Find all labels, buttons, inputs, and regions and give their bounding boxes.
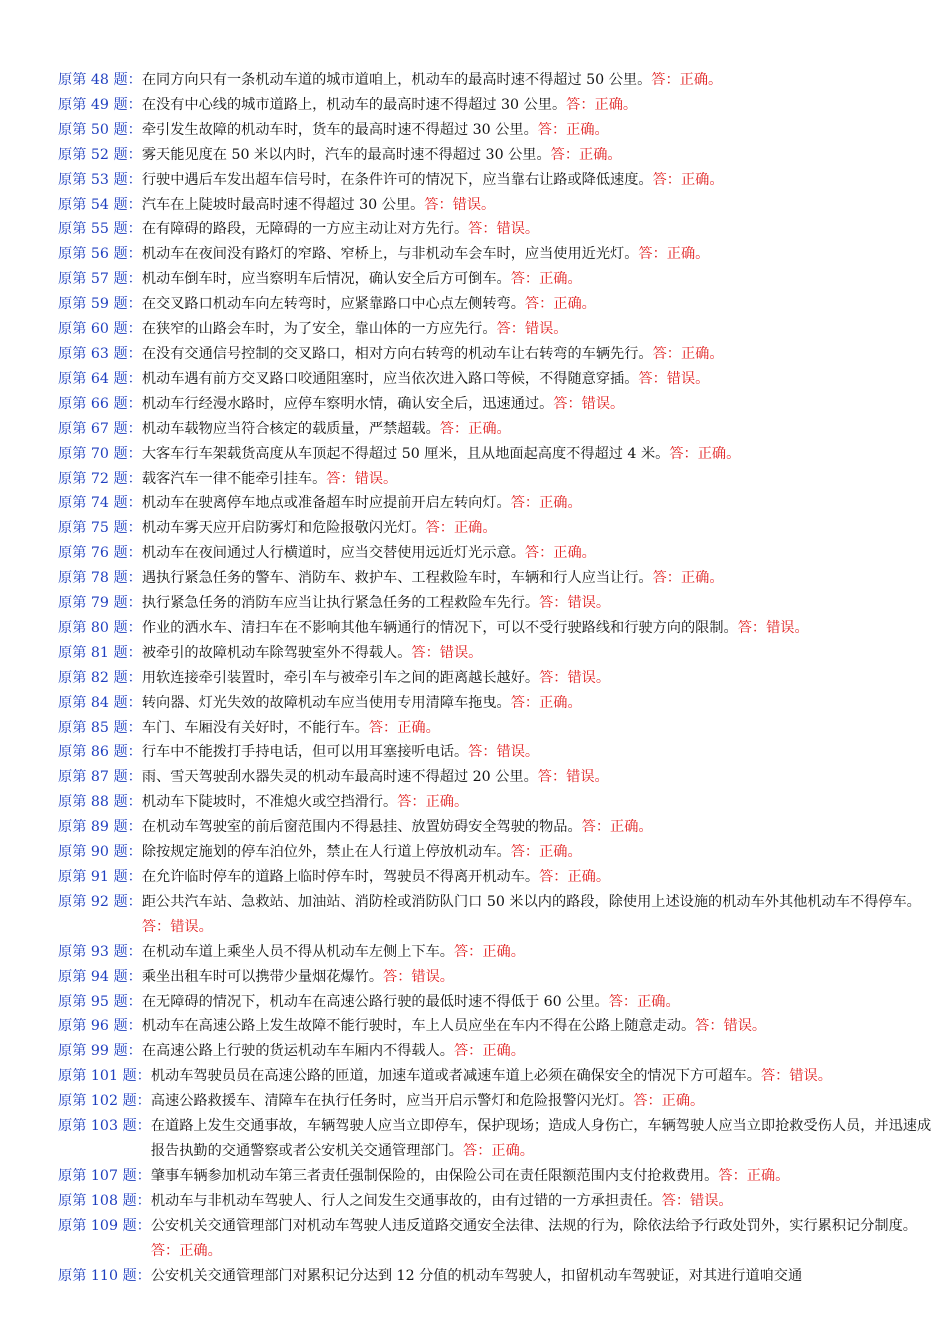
question-text: 肇事车辆参加机动车第三者责任强制保险的，由保险公司在责任限额范围内支付抢救费用。 (150, 1167, 719, 1184)
question-text: 在有障碍的路段，无障碍的一方应主动让对方先行。 (141, 221, 469, 238)
question-text-block (142, 765, 934, 790)
question-answer: 答：正确。 (425, 520, 497, 537)
question-text-block (142, 392, 934, 417)
question-answer: 答：正确。 (652, 345, 724, 362)
question-text: 大客车行车架载货高度从车顶起不得超过 50 厘米，且从地面起高度不得超过 4 米。 (141, 445, 670, 462)
question-answer: 答：正确。 (581, 819, 653, 836)
question-text-block (142, 168, 934, 193)
question-number: 原第 78 题： (58, 570, 142, 587)
question-answer: 答：正确。 (150, 1242, 222, 1259)
question-text: 机动车遇有前方交叉路口咬通阻塞时，应当依次进入路口等候，不得随意穿插。 (141, 370, 639, 387)
question-text-block (142, 591, 934, 616)
question-answer: 答：错误。 (424, 196, 496, 213)
question-number: 原第 107 题： (58, 1167, 151, 1184)
question-number: 原第 96 题： (58, 1018, 142, 1035)
question-text: 雨、雪天驾驶刮水器失灵的机动车最高时速不得超过 20 公里。 (141, 769, 538, 786)
question-number: 原第 57 题： (58, 271, 142, 288)
question-item (58, 616, 934, 641)
question-text-block (142, 890, 934, 940)
question-item (58, 442, 934, 467)
question-number: 原第 48 题： (58, 72, 142, 88)
question-number: 原第 91 题： (58, 869, 142, 885)
question-number: 原第 102 题： (58, 1093, 151, 1110)
question-number: 原第 70 题： (58, 445, 142, 462)
question-text-block (151, 1114, 934, 1164)
question-item (58, 1014, 934, 1039)
question-text-block (142, 940, 934, 965)
question-answer: 答：正确。 (510, 271, 582, 288)
question-text: 牵引发生故障的机动车时，货车的最高时速不得超过 30 公里。 (141, 121, 538, 138)
question-text-block (142, 990, 934, 1015)
question-answer: 答：正确。 (638, 246, 710, 263)
question-text: 机动车雾天应开启防雾灯和危险报敬闪光灯。 (141, 520, 426, 537)
question-text: 机动车驾驶员员在高速公路的匝道，加速车道或者减速车道上必须在确保安全的情况下方可超车。 (150, 1068, 761, 1085)
question-item (58, 467, 934, 492)
question-answer: 答：正确。 (537, 121, 609, 138)
question-number: 原第 72 题： (58, 470, 142, 487)
question-answer: 答：正确。 (524, 296, 596, 313)
question-answer: 答：正确。 (368, 719, 440, 736)
question-answer: 答：错误。 (496, 321, 568, 338)
question-number: 原第 103 题： (58, 1118, 151, 1135)
question-item (58, 68, 934, 93)
question-text: 汽车在上陡坡时最高时速不得超过 30 公里。 (141, 196, 425, 213)
question-text: 在狭窄的山路会车时，为了安全，靠山体的一方应先行。 (141, 321, 497, 338)
question-text: 机动车下陡坡时，不准熄火或空挡滑行。 (141, 794, 398, 811)
question-answer: 答：错误。 (760, 1068, 832, 1085)
question-text-block (142, 68, 934, 93)
question-answer: 答：错误。 (383, 968, 454, 985)
question-item (58, 118, 934, 143)
question-text-block (151, 1264, 934, 1289)
question-number: 原第 54 题： (58, 196, 142, 213)
question-item (58, 1064, 934, 1089)
question-item (58, 1039, 934, 1064)
question-text-block (142, 242, 934, 267)
question-answer: 答：正确。 (453, 943, 525, 960)
question-item (58, 491, 934, 516)
question-text-block (142, 467, 934, 492)
question-item (58, 267, 934, 292)
question-text: 用软连接牵引装置时，牵引车与被牵引车之间的距离越长越好。 (141, 669, 540, 686)
question-text-block (142, 691, 934, 716)
question-text: 在高速公路上行驶的货运机动车车厢内不得载人。 (141, 1043, 454, 1060)
question-item (58, 1164, 934, 1189)
question-number: 原第 87 题： (58, 769, 142, 786)
question-item (58, 641, 934, 666)
question-text: 机动车与非机动车驾驶人、行人之间发生交通事故的，由有过错的一方承担责任。 (150, 1192, 662, 1209)
question-item (58, 740, 934, 765)
question-number: 原第 108 题： (58, 1192, 151, 1209)
question-number: 原第 50 题： (58, 121, 142, 138)
question-text-block (142, 417, 934, 442)
question-answer: 答：正确。 (453, 1043, 525, 1060)
question-answer: 答：正确。 (510, 844, 582, 861)
question-number: 原第 66 题： (58, 395, 142, 412)
question-text: 在道路上发生交通事故，车辆驾驶人应当立即停车，保护现场；造成人身伤亡，车辆驾驶人应当立即抢救受伤人员，并迅速成报告执勤的交通警察或者公安机关交通管理部门。 (150, 1118, 932, 1159)
question-number: 原第 85 题： (58, 719, 142, 736)
question-text-block (142, 317, 934, 342)
question-item (58, 1214, 934, 1264)
question-text: 在允许临时停车的道路上临时停车时，驾驶员不得离开机动车。 (141, 869, 540, 885)
question-answer: 答：正确。 (439, 420, 511, 437)
question-text: 距公共汽车站、急救站、加油站、消防栓或消防队门口 50 米以内的路段，除使用上述设施的机动车外其他机动车不得停车。 (141, 893, 921, 910)
question-item (58, 990, 934, 1015)
question-answer: 答：错误。 (553, 395, 625, 412)
question-text-block (151, 1064, 934, 1089)
question-number: 原第 92 题： (58, 893, 142, 910)
question-number: 原第 74 题： (58, 495, 142, 512)
question-text-block (142, 267, 934, 292)
question-text: 机动车在夜间通过人行横道时，应当交替使用远近灯光示意。 (141, 545, 525, 562)
question-text: 高速公路救援车、清障车在执行任务时，应当开启示警灯和危险报警闪光灯。 (150, 1093, 634, 1110)
question-item (58, 367, 934, 392)
question-answer: 答：错误。 (638, 370, 710, 387)
question-answer: 答：错误。 (737, 619, 809, 636)
question-text-block (151, 1214, 934, 1264)
question-answer: 答：错误。 (411, 644, 483, 661)
question-text: 作业的洒水车、清扫车在不影响其他车辆通行的情况下，可以不受行驶路线和行驶方向的限制。 (141, 619, 738, 636)
question-text: 机动车在驶离停车地点或准备超车时应提前开启左转向灯。 (141, 495, 511, 512)
question-item (58, 1264, 934, 1289)
question-item (58, 143, 934, 168)
question-item (58, 217, 934, 242)
question-answer: 答：错误。 (326, 470, 398, 487)
question-text-block (142, 292, 934, 317)
question-text-block (142, 865, 934, 890)
question-number: 原第 67 题： (58, 420, 142, 437)
question-number: 原第 79 题： (58, 595, 142, 612)
question-number: 原第 81 题： (58, 644, 142, 661)
question-item (58, 591, 934, 616)
question-text-block (142, 217, 934, 242)
question-number: 原第 76 题： (58, 545, 142, 562)
question-text-block (142, 666, 934, 691)
question-answer: 答：正确。 (669, 445, 741, 462)
question-number: 原第 80 题： (58, 619, 142, 636)
question-item (58, 865, 934, 890)
question-text-block (142, 193, 934, 218)
question-answer: 答：错误。 (141, 918, 213, 935)
question-number: 原第 60 题： (58, 321, 142, 338)
question-item (58, 840, 934, 865)
question-text-block (142, 367, 934, 392)
question-item (58, 242, 934, 267)
question-text-block (151, 1089, 934, 1114)
question-text: 在没有交通信号控制的交叉路口，相对方向右转弯的机动车让右转弯的车辆先行。 (141, 345, 653, 362)
question-number: 原第 59 题： (58, 296, 142, 313)
question-item (58, 392, 934, 417)
question-text: 雾天能见度在 50 米以内时，汽车的最高时速不得超过 30 公里。 (141, 146, 551, 163)
question-answer: 答：正确。 (652, 570, 724, 587)
question-number: 原第 53 题： (58, 171, 142, 188)
question-text: 在机动车道上乘坐人员不得从机动车左侧上下车。 (141, 943, 454, 960)
question-text: 车门、车厢没有关好时，不能行车。 (141, 719, 369, 736)
question-item (58, 516, 934, 541)
question-text: 公安机关交通管理部门对机动车驾驶人违反道路交通安全法律、法规的行为，除依法给予行政处罚外，实行累积记分制度。 (150, 1217, 917, 1234)
question-text: 行车中不能拨打手持电话，但可以用耳塞接听电话。 (141, 744, 469, 761)
question-answer: 答：正确。 (566, 96, 638, 113)
question-item (58, 815, 934, 840)
question-text: 机动车在高速公路上发生故障不能行驶时，车上人员应坐在车内不得在公路上随意走动。 (141, 1018, 696, 1035)
question-text-block (142, 815, 934, 840)
question-item (58, 193, 934, 218)
question-number: 原第 89 题： (58, 819, 142, 836)
question-number: 原第 52 题： (58, 146, 142, 163)
question-text: 载客汽车一律不能牵引挂车。 (141, 470, 327, 487)
question-item (58, 765, 934, 790)
question-answer: 答：错误。 (537, 769, 609, 786)
question-answer: 答：正确。 (510, 495, 582, 512)
question-number: 原第 94 题： (58, 968, 142, 985)
question-text: 公安机关交通管理部门对累积记分达到 12 分值的机动车驾驶人，扣留机动车驾驶证，对其进行道咱交通 (150, 1267, 803, 1284)
question-text-block (142, 516, 934, 541)
question-text: 乘坐出租车时可以携带少量烟花爆竹。 (141, 968, 384, 985)
question-number: 原第 56 题： (58, 246, 142, 263)
question-item (58, 342, 934, 367)
question-text-block (142, 566, 934, 591)
question-list (58, 68, 934, 1288)
question-answer: 答：正确。 (651, 72, 723, 88)
question-item (58, 965, 934, 990)
question-number: 原第 86 题： (58, 744, 142, 761)
question-text: 转向器、灯光失效的故障机动车应当使用专用清障车拖曳。 (141, 694, 511, 711)
question-text-block (142, 1039, 934, 1064)
question-item (58, 168, 934, 193)
question-item (58, 691, 934, 716)
question-answer: 答：正确。 (463, 1142, 534, 1159)
question-number: 原第 75 题： (58, 520, 142, 537)
question-text-block (142, 641, 934, 666)
question-answer: 答：正确。 (550, 146, 622, 163)
question-answer: 答：正确。 (652, 171, 724, 188)
question-number: 原第 55 题： (58, 221, 142, 238)
question-answer: 答：错误。 (695, 1018, 767, 1035)
question-number: 原第 64 题： (58, 370, 142, 387)
question-text-block (142, 1014, 934, 1039)
question-text-block (142, 790, 934, 815)
question-text: 在交叉路口机动车向左转弯时，应紧靠路口中心点左侧转弯。 (141, 296, 525, 313)
question-number: 原第 109 题： (58, 1217, 151, 1234)
question-text-block (142, 716, 934, 741)
question-answer: 答：正确。 (633, 1093, 705, 1110)
question-number: 原第 63 题： (58, 345, 142, 362)
question-text-block (142, 840, 934, 865)
question-text: 除按规定施划的停车泊位外，禁止在人行道上停放机动车。 (141, 844, 511, 861)
question-text-block (142, 93, 934, 118)
question-number: 原第 90 题： (58, 844, 142, 861)
question-text: 执行紧急任务的消防车应当让执行紧急任务的工程救险车先行。 (141, 595, 540, 612)
question-text-block (142, 616, 934, 641)
question-number: 原第 95 题： (58, 993, 142, 1010)
question-text: 机动车倒车时，应当察明车后情况，确认安全后方可倒车。 (141, 271, 511, 288)
question-text: 机动车载物应当符合核定的载质量，严禁超载。 (141, 420, 440, 437)
question-text: 被牵引的故障机动车除驾驶室外不得载人。 (141, 644, 412, 661)
question-text: 在无障碍的情况下，机动车在高速公路行驶的最低时速不得低于 60 公里。 (141, 993, 609, 1010)
question-number: 原第 93 题： (58, 943, 142, 960)
question-answer: 答：错误。 (468, 744, 540, 761)
question-number: 原第 84 题： (58, 694, 142, 711)
question-item (58, 317, 934, 342)
question-item (58, 93, 934, 118)
question-answer: 答：正确。 (608, 993, 680, 1010)
question-text: 机动车行经漫水路时，应停车察明水情，确认安全后，迅速通过。 (141, 395, 554, 412)
question-number: 原第 110 题： (58, 1267, 151, 1284)
question-item (58, 790, 934, 815)
question-number: 原第 88 题： (58, 794, 142, 811)
question-text: 在机动车驾驶室的前后窗范围内不得悬挂、放置妨碍安全驾驶的物品。 (141, 819, 582, 836)
question-item (58, 541, 934, 566)
question-text-block (142, 342, 934, 367)
question-answer: 答：错误。 (468, 221, 540, 238)
question-answer: 答：错误。 (539, 669, 611, 686)
question-text: 机动车在夜间没有路灯的窄路、窄桥上，与非机动车会车时，应当使用近光灯。 (141, 246, 639, 263)
question-text-block (151, 1164, 934, 1189)
question-answer: 答：正确。 (510, 694, 582, 711)
question-answer: 答：错误。 (661, 1192, 733, 1209)
question-answer: 答：错误。 (539, 595, 611, 612)
question-answer: 答：正确。 (524, 545, 596, 562)
question-text-block (142, 541, 934, 566)
question-text-block (142, 442, 934, 467)
question-item (58, 940, 934, 965)
question-text-block (142, 965, 934, 990)
question-text-block (142, 740, 934, 765)
question-number: 原第 101 题： (58, 1068, 151, 1085)
question-item (58, 292, 934, 317)
question-item (58, 566, 934, 591)
question-text: 在同方向只有一条机动车道的城市道咱上，机动车的最高时速不得超过 50 公里。 (141, 72, 652, 88)
question-item (58, 716, 934, 741)
question-item (58, 666, 934, 691)
question-number: 原第 49 题： (58, 96, 142, 113)
question-number: 原第 99 题： (58, 1043, 142, 1060)
question-answer: 答：正确。 (397, 794, 469, 811)
question-item (58, 1089, 934, 1114)
question-text-block (142, 118, 934, 143)
question-text: 行驶中遇后车发出超车信号时，在条件许可的情况下，应当靠右让路或降低速度。 (141, 171, 653, 188)
question-number: 原第 82 题： (58, 669, 142, 686)
question-item (58, 1114, 934, 1164)
question-text-block (151, 1189, 934, 1214)
question-item (58, 1189, 934, 1214)
question-answer: 答：正确。 (539, 869, 611, 885)
question-item (58, 890, 934, 940)
question-answer: 答：正确。 (718, 1167, 790, 1184)
question-item (58, 417, 934, 442)
question-text: 遇执行紧急任务的警车、消防车、救护车、工程救险车时，车辆和行人应当让行。 (141, 570, 653, 587)
question-text-block (142, 491, 934, 516)
question-text: 在没有中心线的城市道路上，机动车的最高时速不得超过 30 公里。 (141, 96, 567, 113)
question-text-block (142, 143, 934, 168)
